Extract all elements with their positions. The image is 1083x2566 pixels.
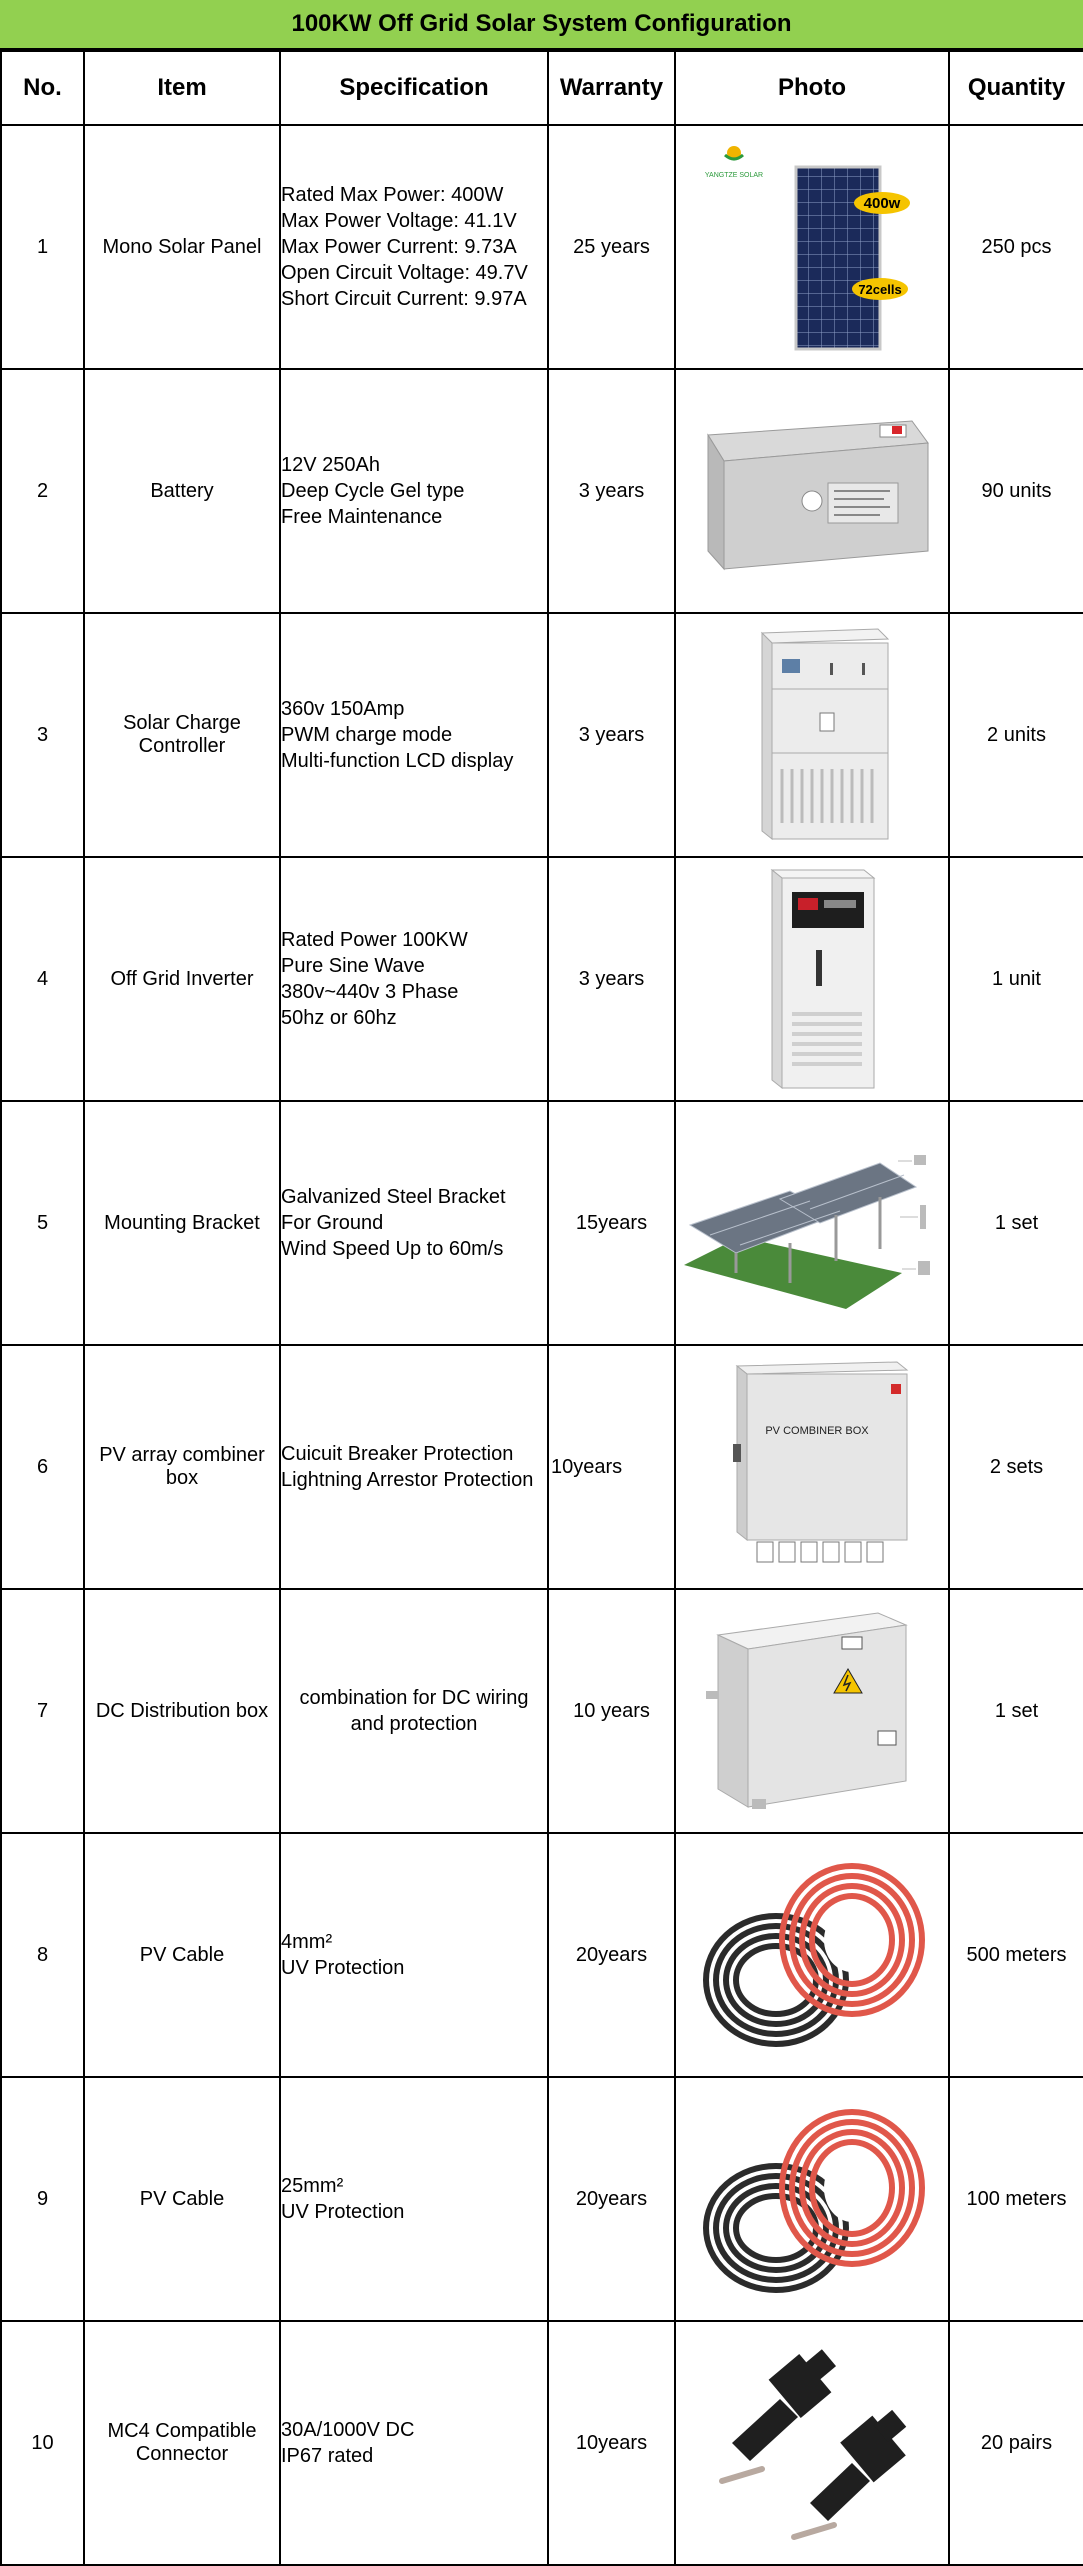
photo-cell (675, 2077, 949, 2321)
spec-line: 380v~440v 3 Phase (281, 981, 459, 1003)
photo-cell (675, 1833, 949, 2077)
row-number: 6 (1, 1345, 84, 1589)
spec-line: Multi-function LCD display (281, 750, 514, 772)
spec-line: UV Protection (281, 2201, 405, 2223)
mounting-bracket-icon (680, 1133, 944, 1313)
spec-line: Free Maintenance (281, 506, 443, 528)
table-row (1, 613, 1083, 857)
photo-cell (675, 1345, 949, 1589)
quantity: 20 pairs (949, 2321, 1083, 2565)
warranty: 10years (548, 2321, 675, 2565)
specification (280, 1101, 548, 1345)
combiner-box-label: PV COMBINER BOX (765, 1425, 869, 1437)
inverter-icon (712, 864, 912, 1094)
spec-line: PWM charge mode (281, 724, 453, 746)
item-name: PV Cable (84, 2077, 280, 2321)
spec-line: Rated Power 100KW (281, 929, 468, 951)
row-number: 1 (1, 125, 84, 369)
specification (280, 369, 548, 613)
cable-coil-icon (692, 1850, 932, 2060)
specification (280, 125, 548, 369)
spec-line: For Ground (281, 1212, 384, 1234)
quantity: 2 sets (949, 1345, 1083, 1589)
row-number: 8 (1, 1833, 84, 2077)
brand-logo-text: YANGTZE SOLAR (704, 172, 764, 179)
spec-line: 360v 150Amp (281, 698, 405, 720)
warranty: 3 years (548, 369, 675, 613)
item-name: Mounting Bracket (84, 1101, 280, 1345)
spec-line: 50hz or 60hz (281, 1007, 397, 1029)
spec-line: Galvanized Steel Bracket (281, 1186, 506, 1208)
row-number: 2 (1, 369, 84, 613)
specification (280, 1833, 548, 2077)
quantity: 100 meters (949, 2077, 1083, 2321)
quantity: 90 units (949, 369, 1083, 613)
specification (280, 2077, 548, 2321)
spec-line: Pure Sine Wave (281, 955, 425, 977)
warranty: 3 years (548, 857, 675, 1101)
mc4-connector-icon (702, 2333, 922, 2553)
spec-line: Max Power Current: 9.73A (281, 236, 517, 258)
spec-line: 4mm² (281, 1931, 333, 1953)
warranty: 25 years (548, 125, 675, 369)
spec-line: Short Circuit Current: 9.97A (281, 288, 527, 310)
photo-cell (675, 369, 949, 613)
spec-line: Cuicuit Breaker Protection (281, 1443, 514, 1465)
item-name: MC4 Compatible Connector (84, 2321, 280, 2565)
row-number: 4 (1, 857, 84, 1101)
table-row (1, 1101, 1083, 1345)
solar-panel-icon (692, 137, 932, 357)
photo-cell (675, 613, 949, 857)
cable-coil-icon (692, 2094, 932, 2304)
header-quantity: Quantity (949, 51, 1083, 125)
cells-badge: 72cells (858, 282, 902, 297)
spec-line: Max Power Voltage: 41.1V (281, 210, 517, 232)
item-name: Solar Charge Controller (84, 613, 280, 857)
spec-line: 12V 250Ah (281, 454, 380, 476)
specification (280, 1345, 548, 1589)
photo-cell (675, 857, 949, 1101)
warranty: 15years (548, 1101, 675, 1345)
header-item: Item (84, 51, 280, 125)
table-row (1, 2077, 1083, 2321)
spec-line: Rated Max Power: 400W (281, 184, 504, 206)
spec-line: 25mm² (281, 2175, 344, 2197)
photo-cell (675, 125, 949, 369)
table-row (1, 857, 1083, 1101)
quantity: 250 pcs (949, 125, 1083, 369)
spec-line: Wind Speed Up to 60m/s (281, 1238, 504, 1260)
quantity: 1 unit (949, 857, 1083, 1101)
table-row (1, 2321, 1083, 2565)
header-specification: Specification (280, 51, 548, 125)
table-row (1, 125, 1083, 369)
power-badge: 400w (863, 195, 901, 212)
warranty: 10years (548, 1345, 675, 1589)
table-row (1, 1345, 1083, 1589)
row-number: 10 (1, 2321, 84, 2565)
spec-line: Open Circuit Voltage: 49.7V (281, 262, 528, 284)
row-number: 3 (1, 613, 84, 857)
specification (280, 613, 548, 857)
table-row (1, 1833, 1083, 2077)
row-number: 9 (1, 2077, 84, 2321)
spec-line: IP67 rated (281, 2445, 374, 2467)
item-name: DC Distribution box (84, 1589, 280, 1833)
table-row (1, 369, 1083, 613)
photo-cell (675, 2321, 949, 2565)
specification: combination for DC wiring and protection (280, 1589, 548, 1833)
header-photo: Photo (675, 51, 949, 125)
charge-controller-icon (712, 623, 912, 847)
item-name: Mono Solar Panel (84, 125, 280, 369)
quantity: 2 units (949, 613, 1083, 857)
item-name: Battery (84, 369, 280, 613)
spec-line: UV Protection (281, 1957, 405, 1979)
spec-line: Lightning Arrestor Protection (281, 1469, 534, 1491)
quantity: 500 meters (949, 1833, 1083, 2077)
distribution-box-icon (692, 1601, 932, 1821)
photo-cell (675, 1101, 949, 1345)
specification (280, 857, 548, 1101)
configuration-table (0, 50, 1083, 2566)
row-number: 5 (1, 1101, 84, 1345)
page-title: 100KW Off Grid Solar System Configuration (0, 0, 1083, 50)
spec-line: 30A/1000V DC (281, 2419, 415, 2441)
row-number: 7 (1, 1589, 84, 1833)
quantity: 1 set (949, 1101, 1083, 1345)
header-row (1, 51, 1083, 125)
warranty: 20years (548, 2077, 675, 2321)
table-row (1, 1589, 1083, 1833)
specification (280, 2321, 548, 2565)
warranty: 20years (548, 1833, 675, 2077)
header-warranty: Warranty (548, 51, 675, 125)
battery-icon (684, 391, 940, 591)
warranty: 10 years (548, 1589, 675, 1833)
combiner-box-icon (697, 1354, 927, 1580)
warranty: 3 years (548, 613, 675, 857)
photo-cell (675, 1589, 949, 1833)
item-name: PV array combiner box (84, 1345, 280, 1589)
item-name: Off Grid Inverter (84, 857, 280, 1101)
item-name: PV Cable (84, 1833, 280, 2077)
spec-line: Deep Cycle Gel type (281, 480, 465, 502)
quantity: 1 set (949, 1589, 1083, 1833)
header-no: No. (1, 51, 84, 125)
